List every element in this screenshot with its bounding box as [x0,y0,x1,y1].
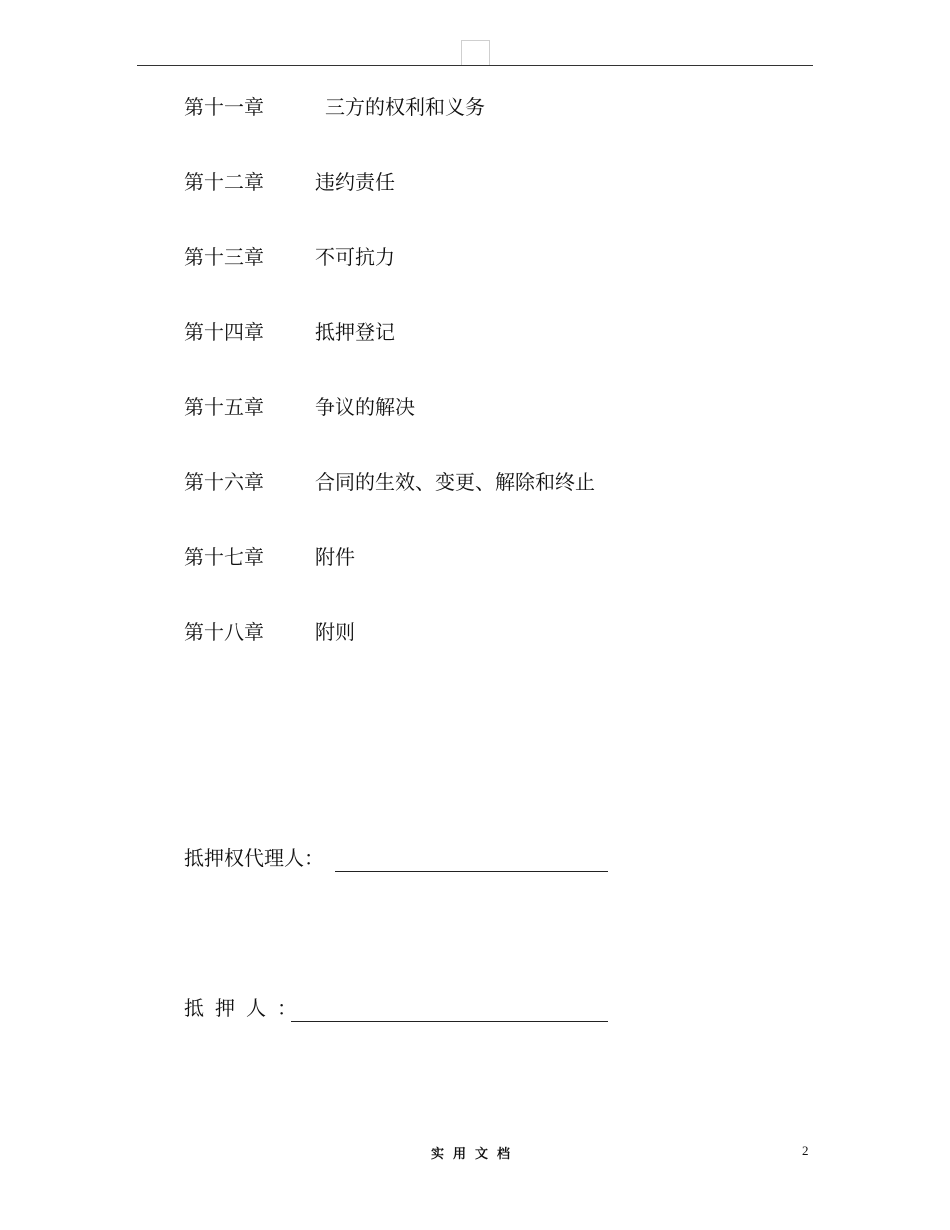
footer-text: 实用文档 [430,1147,519,1162]
page-number: 2 [802,1143,809,1158]
toc-chapter-number: 第十五章 [184,395,264,419]
toc-chapter-title: 抵押登记 [315,320,395,344]
toc-chapter-number: 第十三章 [184,245,264,269]
toc-chapter-number: 第十七章 [184,545,264,569]
toc-chapter-number: 第十一章 [184,95,264,119]
agent-signature-line[interactable] [335,871,608,872]
toc-chapter-number: 第十四章 [184,320,264,344]
toc-chapter-title: 争议的解决 [315,395,415,419]
toc-chapter-title: 违约责任 [315,170,395,194]
toc-chapter-title: 不可抗力 [315,245,395,269]
toc-chapter-number: 第十八章 [184,620,264,644]
toc-chapter-title: 合同的生效、变更、解除和终止 [315,470,595,494]
toc-chapter-title: 三方的权利和义务 [325,95,485,119]
toc-chapter-number: 第十六章 [184,470,264,494]
mortgagor-signature-label: 抵押人： [184,996,308,1020]
toc-chapter-number: 第十二章 [184,170,264,194]
toc-chapter-title: 附则 [315,620,355,644]
header-rule [137,65,813,66]
toc-chapter-title: 附件 [315,545,355,569]
header-box [461,40,490,65]
mortgagor-signature-line[interactable] [291,1021,608,1022]
agent-signature-label: 抵押权代理人： [184,846,324,870]
